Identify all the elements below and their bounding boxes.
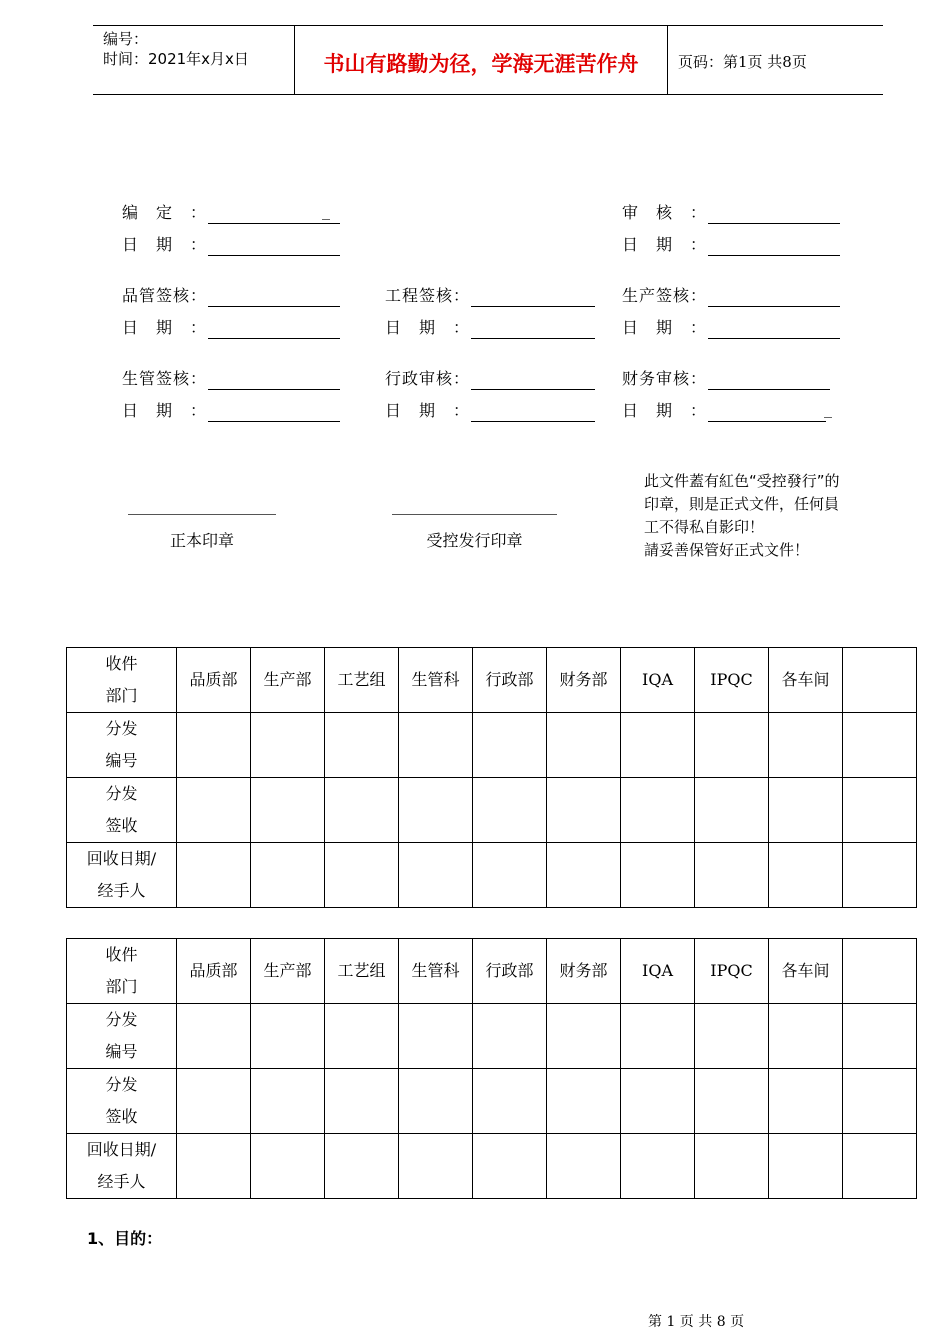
entry-cell[interactable]: [621, 1004, 695, 1069]
fin-label: 财务审核：: [622, 369, 706, 388]
dept-cell: 生产部: [251, 648, 325, 713]
controlled-seal-line: [392, 514, 557, 515]
entry-cell[interactable]: [473, 843, 547, 908]
eng-date: [385, 317, 597, 339]
date-label: 日期：: [385, 401, 469, 420]
entry-cell[interactable]: [251, 1134, 325, 1199]
dept-header-label: 收件: [105, 654, 138, 673]
entry-cell[interactable]: [621, 1069, 695, 1134]
dept-cell: 品质部: [177, 648, 251, 713]
header-meta: [93, 26, 295, 94]
entry-cell[interactable]: [695, 778, 769, 843]
pm-date: [122, 400, 342, 422]
dept-header-label: 部门: [105, 977, 138, 996]
fin-line[interactable]: [708, 389, 830, 390]
header-page-info: 页码：第1页 共8页: [678, 53, 807, 71]
page-footer: 第 1 页 共 8 页: [648, 1314, 745, 1330]
entry-cell[interactable]: [473, 778, 547, 843]
entry-cell[interactable]: [177, 1069, 251, 1134]
entry-cell[interactable]: [843, 1069, 917, 1134]
row-label-cell: [67, 843, 177, 908]
row-label-cell: [67, 778, 177, 843]
notice-line: 印章，則是正式文件，任何員: [644, 495, 840, 513]
dept-cell: 生管科: [399, 939, 473, 1004]
dept-cell: IQA: [621, 939, 695, 1004]
review-label: 审核：: [622, 203, 706, 222]
entry-cell[interactable]: [769, 843, 843, 908]
dept-cell: [843, 939, 917, 1004]
dept-cell: 工艺组: [325, 648, 399, 713]
entry-cell[interactable]: [843, 843, 917, 908]
dept-cell: 生管科: [399, 648, 473, 713]
eng-label: 工程签核：: [385, 286, 469, 305]
fin-date-value: _: [824, 399, 832, 418]
entry-cell[interactable]: [399, 1134, 473, 1199]
entry-cell[interactable]: [769, 1004, 843, 1069]
entry-cell[interactable]: [769, 1069, 843, 1134]
entry-cell[interactable]: [473, 713, 547, 778]
dept-cell: IPQC: [695, 939, 769, 1004]
entry-cell[interactable]: [399, 1069, 473, 1134]
entry-cell[interactable]: [399, 778, 473, 843]
dept-cell: 行政部: [473, 939, 547, 1004]
date-label: 日期：: [122, 401, 206, 420]
fin-date-line[interactable]: [708, 421, 826, 422]
entry-cell[interactable]: [769, 713, 843, 778]
dept-cell: [843, 648, 917, 713]
dept-cell: 工艺组: [325, 939, 399, 1004]
header-motto: 书山有路勤为径，学海无涯苦作舟: [323, 52, 639, 76]
entry-cell[interactable]: [769, 1134, 843, 1199]
review-date-line[interactable]: [708, 255, 840, 256]
controlled-seal-label: 受控发行印章: [426, 531, 523, 550]
entry-cell[interactable]: [177, 843, 251, 908]
table-row: [67, 713, 917, 778]
entry-cell[interactable]: [177, 713, 251, 778]
prod-line[interactable]: [708, 306, 840, 307]
pm-label: 生管签核：: [122, 369, 206, 388]
entry-cell[interactable]: [325, 1134, 399, 1199]
table-row: [67, 1134, 917, 1199]
edit-date-line[interactable]: [208, 255, 340, 256]
table-row: [67, 1069, 917, 1134]
review-date: [622, 234, 844, 256]
row-label: 经手人: [97, 1172, 146, 1191]
row-label: 编号: [105, 1042, 138, 1061]
pm-signature: [122, 368, 342, 390]
qc-signature: [122, 285, 342, 307]
fin-signature: [622, 368, 844, 390]
document-date: 时间：2021年x月x日: [103, 50, 249, 68]
review-signature: [622, 202, 844, 224]
prod-label: 生产签核：: [622, 286, 706, 305]
date-label: 日期：: [385, 318, 469, 337]
dept-cell: 各车间: [769, 939, 843, 1004]
admin-signature: [385, 368, 597, 390]
dept-header-cell: [67, 939, 177, 1004]
distribution-table: [66, 647, 917, 908]
row-label: 回收日期/: [86, 1140, 157, 1159]
dept-cell: 财务部: [547, 939, 621, 1004]
entry-cell[interactable]: [695, 1069, 769, 1134]
table-row: [67, 1004, 917, 1069]
date-label: 日期：: [122, 235, 206, 254]
entry-cell[interactable]: [769, 778, 843, 843]
entry-cell[interactable]: [177, 778, 251, 843]
entry-cell[interactable]: [621, 778, 695, 843]
section-heading-purpose: 1、目的：: [87, 1229, 163, 1248]
entry-cell[interactable]: [547, 1069, 621, 1134]
dept-cell: 生产部: [251, 939, 325, 1004]
entry-cell[interactable]: [695, 713, 769, 778]
dept-cell: 行政部: [473, 648, 547, 713]
notice-line: 此文件蓋有紅色“受控發行”的: [644, 472, 840, 490]
entry-cell[interactable]: [621, 713, 695, 778]
header-motto-cell: [295, 26, 668, 94]
date-label: 日期：: [622, 235, 706, 254]
entry-cell[interactable]: [251, 1004, 325, 1069]
pm-date-line[interactable]: [208, 421, 340, 422]
dept-cell: IQA: [621, 648, 695, 713]
review-line[interactable]: [708, 223, 840, 224]
prod-date-line[interactable]: [708, 338, 840, 339]
edit-signature: [122, 202, 342, 224]
entry-cell[interactable]: [695, 843, 769, 908]
row-label: 回收日期/: [86, 849, 157, 868]
edit-date: [122, 234, 342, 256]
row-label-cell: [67, 1004, 177, 1069]
date-label: 日期：: [122, 318, 206, 337]
entry-cell[interactable]: [399, 1004, 473, 1069]
admin-label: 行政审核：: [385, 369, 469, 388]
entry-cell[interactable]: [547, 1004, 621, 1069]
table-header-row: [67, 648, 917, 713]
page-header: [93, 25, 883, 95]
edit-line[interactable]: [208, 223, 340, 224]
entry-cell[interactable]: [547, 778, 621, 843]
qc-date-line[interactable]: [208, 338, 340, 339]
controlled-copy-notice: [644, 470, 884, 562]
row-label: 分发: [105, 1010, 138, 1029]
row-label: 签收: [105, 816, 138, 835]
qc-line[interactable]: [208, 306, 340, 307]
eng-signature: [385, 285, 597, 307]
entry-cell[interactable]: [547, 713, 621, 778]
row-label-cell: [67, 713, 177, 778]
qc-label: 品管签核：: [122, 286, 206, 305]
entry-cell[interactable]: [251, 778, 325, 843]
entry-cell[interactable]: [399, 713, 473, 778]
entry-cell[interactable]: [325, 713, 399, 778]
entry-cell[interactable]: [621, 1134, 695, 1199]
pm-line[interactable]: [208, 389, 340, 390]
fin-date: [622, 400, 844, 422]
entry-cell[interactable]: [843, 778, 917, 843]
entry-cell[interactable]: [695, 1134, 769, 1199]
eng-date-line[interactable]: [471, 338, 595, 339]
entry-cell[interactable]: [621, 843, 695, 908]
dept-header-cell: [67, 648, 177, 713]
date-label: 日期：: [622, 318, 706, 337]
qc-date: [122, 317, 342, 339]
dept-cell: 各车间: [769, 648, 843, 713]
entry-cell[interactable]: [843, 1004, 917, 1069]
entry-cell[interactable]: [177, 1004, 251, 1069]
table-row: [67, 843, 917, 908]
notice-line: 工不得私自影印！: [644, 518, 765, 536]
document-code-label: 编号：: [103, 30, 149, 48]
dept-cell: 财务部: [547, 648, 621, 713]
table-row: [67, 778, 917, 843]
eng-line[interactable]: [471, 306, 595, 307]
entry-cell[interactable]: [547, 843, 621, 908]
entry-cell[interactable]: [325, 843, 399, 908]
dept-header-label: 部门: [105, 686, 138, 705]
row-label: 分发: [105, 719, 138, 738]
admin-date-line[interactable]: [471, 421, 595, 422]
edit-label: 编定：: [122, 203, 206, 222]
entry-cell[interactable]: [251, 843, 325, 908]
distribution-table-copy: [66, 938, 917, 1199]
dept-cell: 品质部: [177, 939, 251, 1004]
row-label-cell: [67, 1134, 177, 1199]
row-label-cell: [67, 1069, 177, 1134]
entry-cell[interactable]: [399, 843, 473, 908]
row-label: 经手人: [97, 881, 146, 900]
entry-cell[interactable]: [843, 1134, 917, 1199]
date-label: 日期：: [622, 401, 706, 420]
prod-date: [622, 317, 844, 339]
entry-cell[interactable]: [325, 778, 399, 843]
entry-cell[interactable]: [695, 1004, 769, 1069]
entry-cell[interactable]: [547, 1134, 621, 1199]
row-label: 分发: [105, 784, 138, 803]
notice-line: 請妥善保管好正式文件！: [644, 541, 810, 559]
original-seal-label: 正本印章: [169, 531, 234, 550]
entry-cell[interactable]: [473, 1069, 547, 1134]
entry-cell[interactable]: [325, 1004, 399, 1069]
original-seal-line: [128, 514, 276, 515]
dept-cell: IPQC: [695, 648, 769, 713]
header-page-cell: [668, 26, 883, 94]
row-label: 签收: [105, 1107, 138, 1126]
entry-cell[interactable]: [843, 713, 917, 778]
admin-line[interactable]: [471, 389, 595, 390]
dept-header-label: 收件: [105, 945, 138, 964]
entry-cell[interactable]: [473, 1134, 547, 1199]
entry-cell[interactable]: [251, 1069, 325, 1134]
entry-cell[interactable]: [473, 1004, 547, 1069]
row-label: 分发: [105, 1075, 138, 1094]
entry-cell[interactable]: [177, 1134, 251, 1199]
row-label: 编号: [105, 751, 138, 770]
edit-value: _: [322, 201, 330, 220]
table-header-row: [67, 939, 917, 1004]
entry-cell[interactable]: [325, 1069, 399, 1134]
admin-date: [385, 400, 597, 422]
prod-signature: [622, 285, 844, 307]
entry-cell[interactable]: [251, 713, 325, 778]
